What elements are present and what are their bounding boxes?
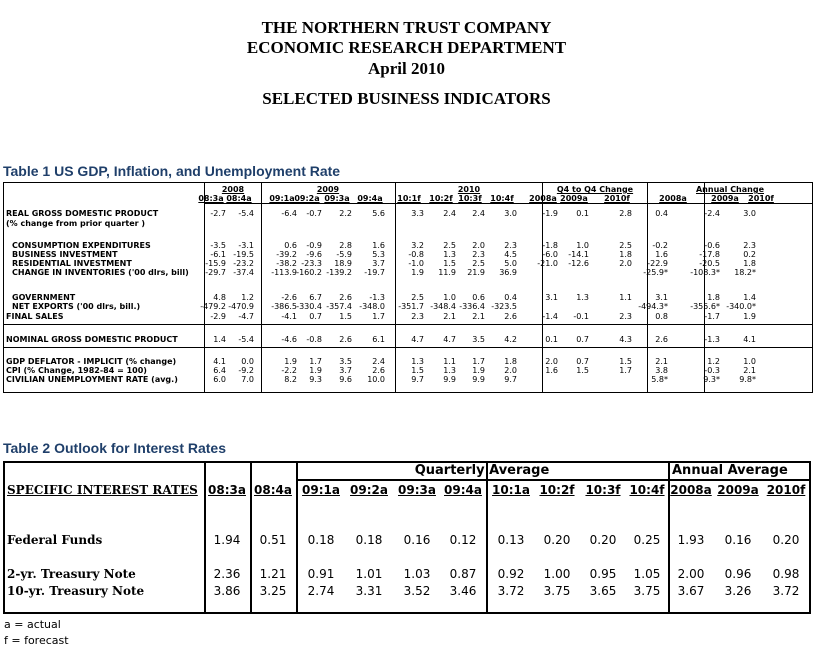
t1-q4-value: 1.6: [545, 366, 558, 375]
t1-annual-value: 2.3: [743, 241, 756, 250]
t1-value: 1.9: [411, 268, 424, 277]
t1-quarter-header: 10:1f: [397, 194, 421, 203]
t2-quarter-header: 09:1a: [302, 483, 340, 497]
t1-value: 4.7: [443, 335, 456, 344]
t2-rate-value: 0.51: [259, 533, 287, 547]
t1-q4-value: 1.1: [619, 293, 632, 302]
t1-q4-value: -1.4: [542, 312, 558, 321]
t1-quarter-header: 10:4f: [490, 194, 514, 203]
t1-q4-value: 1.5: [576, 366, 589, 375]
table1-title: Table 1 US GDP, Inflation, and Unemployment Rate: [3, 163, 341, 179]
t2-rate-value: 3.46: [449, 584, 477, 598]
t2-rate-value: 0.12: [449, 533, 477, 547]
t1-q4-value: 1.3: [576, 293, 589, 302]
t1-quarter-header: 08:4a: [226, 194, 252, 203]
t1-q4-value: -1.9: [542, 209, 558, 218]
t1-value: -5.9: [336, 250, 352, 259]
t1-annual-value: 2.1: [655, 357, 668, 366]
t1-value: -15.9: [205, 259, 226, 268]
t1-value: 8.2: [284, 375, 297, 384]
t1-q4-change-header: Q4 to Q4 Change: [556, 185, 634, 194]
t1-annual-change-header: Annual Change: [695, 185, 764, 194]
t2-rate-value: 1.94: [213, 533, 241, 547]
t1-value: -23.2: [233, 259, 254, 268]
t2-rate-value: 0.20: [589, 533, 617, 547]
footnote-actual: a = actual: [4, 618, 61, 631]
t2-row-label: Federal Funds: [7, 533, 103, 547]
t1-annual-value: -108.3*: [690, 268, 720, 277]
t1-annual-value: 1.6: [655, 250, 668, 259]
t1-annual-col-header: 2009a: [711, 194, 739, 203]
t2-quarterly-header: Quarterly Average: [414, 463, 550, 478]
t1-value: 0.6: [472, 293, 485, 302]
t1-annual-col-header: 2008a: [659, 194, 687, 203]
t2-annual-rate-value: 0.98: [772, 567, 800, 581]
t1-value: 4.7: [411, 335, 424, 344]
t1-row-label: NOMINAL GROSS DOMESTIC PRODUCT: [6, 335, 178, 344]
t2-rate-value: 0.13: [497, 533, 525, 547]
t1-row-label: CHANGE IN INVENTORIES ('00 dlrs, bill): [12, 268, 189, 277]
t1-value: 3.5: [339, 357, 352, 366]
t2-quarter-header: 08:3a: [208, 483, 246, 497]
t1-value: 2.8: [339, 241, 352, 250]
t1-value: -0.9: [306, 241, 322, 250]
t1-value: -37.4: [233, 268, 254, 277]
t2-rate-value: 2.74: [307, 584, 335, 598]
t1-annual-value: 2.1: [743, 366, 756, 375]
t1-quarter-header: 10:3f: [458, 194, 482, 203]
t2-rate-value: 2.36: [213, 567, 241, 581]
t1-value: 2.1: [443, 312, 456, 321]
t1-q4-value: -12.6: [568, 259, 589, 268]
t1-value: 1.1: [443, 357, 456, 366]
t1-value: -386.5: [271, 302, 297, 311]
t1-annual-value: -2.4: [704, 209, 720, 218]
t1-value: 1.5: [411, 366, 424, 375]
t1-value: 1.5: [443, 259, 456, 268]
t1-value: 1.0: [443, 293, 456, 302]
t1-row-rule: [4, 347, 812, 348]
t1-value: 1.6: [372, 241, 385, 250]
t1-annual-value: -17.8: [699, 250, 720, 259]
t1-annual-value: 0.2: [743, 250, 756, 259]
t1-value: 2.4: [372, 357, 385, 366]
t1-value: 9.9: [443, 375, 456, 384]
t1-annual-value: -1.3: [704, 335, 720, 344]
t2-rate-value: 1.00: [543, 567, 571, 581]
t2-rate-value: 0.91: [307, 567, 335, 581]
t2-rate-value: 3.31: [355, 584, 383, 598]
t1-value: -336.4: [459, 302, 485, 311]
t1-value: -4.7: [238, 312, 254, 321]
t1-value: -29.7: [205, 268, 226, 277]
t1-q4-value: -21.0: [537, 259, 558, 268]
t2-annual-rate-value: 2.00: [677, 567, 705, 581]
t1-value: 1.8: [504, 357, 517, 366]
t1-value: -2.2: [281, 366, 297, 375]
t1-value: -139.2: [326, 268, 352, 277]
t1-value: -2.9: [210, 312, 226, 321]
t1-quarter-header: 09:1a: [269, 194, 295, 203]
t1-annual-value: 2.6: [655, 335, 668, 344]
t2-annual-rate-value: 3.67: [677, 584, 705, 598]
t1-annual-col-header: 2010f: [748, 194, 774, 203]
t1-value: 5.0: [504, 259, 517, 268]
t2-annual-rate-value: 0.16: [724, 533, 752, 547]
t1-annual-value: -0.3: [704, 366, 720, 375]
t2-quarter-header: 10:2f: [539, 483, 575, 497]
t1-value: 2.0: [472, 241, 485, 250]
t1-annual-value: 1.8: [743, 259, 756, 268]
t1-annual-value: 3.0: [743, 209, 756, 218]
t2-rate-value: 0.92: [497, 567, 525, 581]
t1-q4-col-header: 2008a: [529, 194, 557, 203]
t1-annual-value: 1.0: [743, 357, 756, 366]
t1-value: -19.5: [233, 250, 254, 259]
t2-rate-value: 3.75: [633, 584, 661, 598]
t1-value: 2.3: [411, 312, 424, 321]
t1-value: -2.7: [210, 209, 226, 218]
t1-value: 1.9: [472, 366, 485, 375]
t1-value: 7.0: [241, 375, 254, 384]
t1-value: 2.5: [411, 293, 424, 302]
t1-q4-value: -6.0: [542, 250, 558, 259]
t1-value: 5.6: [372, 209, 385, 218]
department-name: ECONOMIC RESEARCH DEPARTMENT: [246, 38, 567, 57]
t1-annual-value: 1.2: [707, 357, 720, 366]
t2-rate-value: 3.86: [213, 584, 241, 598]
t1-row-label: RESIDENTIAL INVESTMENT: [12, 259, 132, 268]
t2-rate-value: 3.72: [497, 584, 525, 598]
t1-value: 1.3: [411, 357, 424, 366]
t1-value: -330.4: [296, 302, 322, 311]
t1-value: 21.9: [467, 268, 485, 277]
t1-value: -351.7: [398, 302, 424, 311]
t1-value: -348.4: [430, 302, 456, 311]
t1-annual-value: 0.4: [655, 209, 668, 218]
t1-value: -23.3: [301, 259, 322, 268]
t1-annual-value: 9.3*: [703, 375, 720, 384]
t1-annual-value: 18.2*: [734, 268, 756, 277]
t1-row-label: FINAL SALES: [6, 312, 64, 321]
t1-value: 1.9: [284, 357, 297, 366]
t1-value: -9.2: [238, 366, 254, 375]
t2-rate-value: 0.16: [403, 533, 431, 547]
t1-value: 4.8: [213, 293, 226, 302]
t1-annual-value: 1.9: [743, 312, 756, 321]
t2-annual-rate-value: 0.20: [772, 533, 800, 547]
t1-annual-value: 1.8: [707, 293, 720, 302]
t2-rate-value: 3.25: [259, 584, 287, 598]
t2-rate-value: 0.95: [589, 567, 617, 581]
t1-header-rule: [204, 203, 812, 204]
t1-annual-value: 9.8*: [739, 375, 756, 384]
t1-q4-value: 3.1: [545, 293, 558, 302]
t1-value: 2.6: [339, 293, 352, 302]
t1-row-rule: [4, 324, 812, 325]
t1-q4-col-header: 2010f: [604, 194, 630, 203]
t1-value: -323.5: [491, 302, 517, 311]
t1-annual-value: 1.4: [743, 293, 756, 302]
t1-q4-value: 1.0: [576, 241, 589, 250]
t1-year-2008: 2008: [221, 185, 245, 194]
t1-year-2009: 2009: [316, 185, 340, 194]
t2-annual-rate-value: 1.93: [677, 533, 705, 547]
t1-value: -4.6: [281, 335, 297, 344]
t1-value: -160.2: [296, 268, 322, 277]
t1-q4-value: 2.8: [619, 209, 632, 218]
t1-value: 6.7: [309, 293, 322, 302]
t1-year-2010: 2010: [457, 185, 481, 194]
t1-value: 0.0: [241, 357, 254, 366]
t1-value: 4.5: [504, 250, 517, 259]
t2-rate-value: 3.65: [589, 584, 617, 598]
t1-value: -38.2: [276, 259, 297, 268]
t1-annual-value: 3.8: [655, 366, 668, 375]
t1-quarter-header: 08:3a: [198, 194, 224, 203]
t1-q4-value: 2.3: [619, 312, 632, 321]
t1-value: 3.2: [411, 241, 424, 250]
table2-title: Table 2 Outlook for Interest Rates: [3, 440, 227, 456]
t1-value: 2.5: [472, 259, 485, 268]
t2-annual-col-header: 2009a: [717, 483, 759, 497]
t1-value: -0.7: [306, 209, 322, 218]
t1-q4-value: -0.1: [573, 312, 589, 321]
t1-value: 3.7: [339, 366, 352, 375]
t1-value: 2.2: [339, 209, 352, 218]
t1-q4-value: 1.7: [619, 366, 632, 375]
t1-value: 11.9: [438, 268, 456, 277]
t1-value: 1.4: [213, 335, 226, 344]
t2-rate-value: 0.20: [543, 533, 571, 547]
t1-value: 4.1: [213, 357, 226, 366]
t2-quarter-header: 09:3a: [398, 483, 436, 497]
t2-rate-value: 0.18: [307, 533, 335, 547]
t2-rate-value: 3.52: [403, 584, 431, 598]
t1-value: -4.1: [281, 312, 297, 321]
t1-annual-value: -20.5: [699, 259, 720, 268]
t1-annual-value: -494.3*: [638, 302, 668, 311]
t2-annual-rate-value: 0.96: [724, 567, 752, 581]
t1-q4-col-header: 2009a: [560, 194, 588, 203]
t2-rate-value: 1.03: [403, 567, 431, 581]
t1-quarter-header: 09:2a: [294, 194, 320, 203]
t1-annual-value: -340.0*: [726, 302, 756, 311]
t1-q4-value: 0.7: [576, 357, 589, 366]
t1-value: 2.4: [443, 209, 456, 218]
t1-annual-value: -355.6*: [690, 302, 720, 311]
t2-quarter-header: 08:4a: [254, 483, 292, 497]
t1-value: 1.9: [309, 366, 322, 375]
t1-annual-value: -1.7: [704, 312, 720, 321]
interest-rates-table: [3, 461, 811, 614]
t2-quarter-header: 10:1a: [492, 483, 530, 497]
t1-value: 1.7: [309, 357, 322, 366]
t1-value: 18.9: [334, 259, 352, 268]
t1-value: -6.4: [281, 209, 297, 218]
t2-annual-col-header: 2010f: [766, 483, 806, 497]
t2-rate-value: 1.05: [633, 567, 661, 581]
t1-annual-value: -22.9: [647, 259, 668, 268]
company-name: THE NORTHERN TRUST COMPANY: [261, 18, 552, 37]
t1-value: -470.9: [228, 302, 254, 311]
t1-value: -9.6: [306, 250, 322, 259]
t1-row-label: BUSINESS INVESTMENT: [12, 250, 118, 259]
t1-annual-value: -0.6: [704, 241, 720, 250]
t2-annual-col-header: 2008a: [670, 483, 712, 497]
t1-value: -2.6: [281, 293, 297, 302]
t1-value: 2.5: [443, 241, 456, 250]
t1-value: -348.0: [359, 302, 385, 311]
t1-value: 1.5: [339, 312, 352, 321]
t1-q4-value: 0.1: [545, 335, 558, 344]
t2-row-label: 10-yr. Treasury Note: [7, 584, 145, 598]
t2-annual-header: Annual Average: [672, 463, 788, 478]
t1-value: 1.7: [472, 357, 485, 366]
report-date: April 2010: [368, 59, 445, 78]
t1-value: 2.3: [472, 250, 485, 259]
t1-annual-value: 0.8: [655, 312, 668, 321]
t1-value: 2.0: [504, 366, 517, 375]
t1-row-label: GOVERNMENT: [12, 293, 76, 302]
t1-annual-value: -25.9*: [643, 268, 668, 277]
t1-value: 2.6: [339, 335, 352, 344]
t2-quarter-header: 09:4a: [444, 483, 482, 497]
t2-row-label: 2-yr. Treasury Note: [7, 567, 136, 581]
t1-value: 9.6: [339, 375, 352, 384]
t1-value: 0.6: [284, 241, 297, 250]
t1-q4-value: 0.1: [576, 209, 589, 218]
t1-q4-value: 0.7: [576, 335, 589, 344]
t2-rate-value: 0.25: [633, 533, 661, 547]
t1-value: 6.0: [213, 375, 226, 384]
t1-value: 0.4: [504, 293, 517, 302]
t1-q4-value: 2.0: [545, 357, 558, 366]
t1-row-label: CIVILIAN UNEMPLOYMENT RATE (avg.): [6, 375, 178, 384]
t1-q4-value: 2.0: [619, 259, 632, 268]
t1-value: 10.0: [367, 375, 385, 384]
t2-rate-value: 1.01: [355, 567, 383, 581]
t1-value: 36.9: [499, 268, 517, 277]
t1-value: 3.7: [372, 259, 385, 268]
t1-annual-value: 4.1: [743, 335, 756, 344]
t1-annual-value: -0.2: [652, 241, 668, 250]
t1-value: 4.2: [504, 335, 517, 344]
t2-row-header: SPECIFIC INTEREST RATES: [7, 483, 198, 497]
t1-value: 3.0: [504, 209, 517, 218]
t2-header-rule: [296, 479, 809, 481]
t2-rate-value: 0.18: [355, 533, 383, 547]
t1-value: 1.2: [241, 293, 254, 302]
t2-rate-value: 3.75: [543, 584, 571, 598]
t1-q4-value: 1.8: [619, 250, 632, 259]
t1-value: 1.3: [443, 366, 456, 375]
t1-annual-value: 3.1: [655, 293, 668, 302]
t1-value: 1.7: [372, 312, 385, 321]
t1-value: -3.5: [210, 241, 226, 250]
t1-value: -3.1: [238, 241, 254, 250]
t1-value: -1.3: [369, 293, 385, 302]
t1-value: 2.4: [472, 209, 485, 218]
t1-value: 2.6: [372, 366, 385, 375]
t1-value: 2.3: [504, 241, 517, 250]
t2-annual-rate-value: 3.72: [772, 584, 800, 598]
t1-value: 6.4: [213, 366, 226, 375]
report-subtitle: SELECTED BUSINESS INDICATORS: [262, 89, 551, 108]
t1-value: 3.5: [472, 335, 485, 344]
t2-quarter-header: 09:2a: [350, 483, 388, 497]
t1-value: -5.4: [238, 209, 254, 218]
t1-value: -357.4: [326, 302, 352, 311]
t1-q4-value: 2.5: [619, 241, 632, 250]
t2-rate-value: 0.87: [449, 567, 477, 581]
t1-row-label: REAL GROSS DOMESTIC PRODUCT: [6, 209, 159, 218]
t2-annual-rate-value: 3.26: [724, 584, 752, 598]
t1-value: 9.3: [309, 375, 322, 384]
footnote-forecast: f = forecast: [4, 634, 69, 647]
t1-annual-value: 5.8*: [651, 375, 668, 384]
t1-value: -1.0: [408, 259, 424, 268]
t1-value: -479.2: [200, 302, 226, 311]
t1-row-label: NET EXPORTS ('00 dlrs, bill.): [12, 302, 141, 311]
t1-value: -39.2: [276, 250, 297, 259]
t1-value: -0.8: [306, 335, 322, 344]
t1-row-label: GDP DEFLATOR - IMPLICIT (% change): [6, 357, 177, 366]
t1-value: -0.8: [408, 250, 424, 259]
t1-row-label: CPI (% Change, 1982-84 = 100): [6, 366, 147, 375]
t1-value: 9.9: [472, 375, 485, 384]
t1-value: 9.7: [411, 375, 424, 384]
t1-q4-value: 1.5: [619, 357, 632, 366]
t1-q4-value: 4.3: [619, 335, 632, 344]
gdp-inflation-table: [3, 182, 813, 393]
t1-value: 5.3: [372, 250, 385, 259]
t1-value: 6.1: [372, 335, 385, 344]
t2-quarter-header: 10:4f: [629, 483, 665, 497]
t1-value: 3.3: [411, 209, 424, 218]
t1-value: -19.7: [364, 268, 385, 277]
t1-row-label: (% change from prior quarter ): [6, 219, 146, 228]
t2-quarter-header: 10:3f: [585, 483, 621, 497]
t1-value: 2.1: [472, 312, 485, 321]
t1-quarter-header: 09:3a: [324, 194, 350, 203]
t1-value: 9.7: [504, 375, 517, 384]
t1-value: -6.1: [210, 250, 226, 259]
t2-rate-value: 1.21: [259, 567, 287, 581]
t1-q4-value: -14.1: [568, 250, 589, 259]
t1-value: 2.6: [504, 312, 517, 321]
t1-quarter-header: 10:2f: [429, 194, 453, 203]
t1-value: -113.9: [271, 268, 297, 277]
t1-value: -5.4: [238, 335, 254, 344]
t1-quarter-header: 09:4a: [357, 194, 383, 203]
t1-q4-value: -1.8: [542, 241, 558, 250]
t1-value: 1.3: [443, 250, 456, 259]
t1-row-label: CONSUMPTION EXPENDITURES: [12, 241, 151, 250]
t1-value: 0.7: [309, 312, 322, 321]
